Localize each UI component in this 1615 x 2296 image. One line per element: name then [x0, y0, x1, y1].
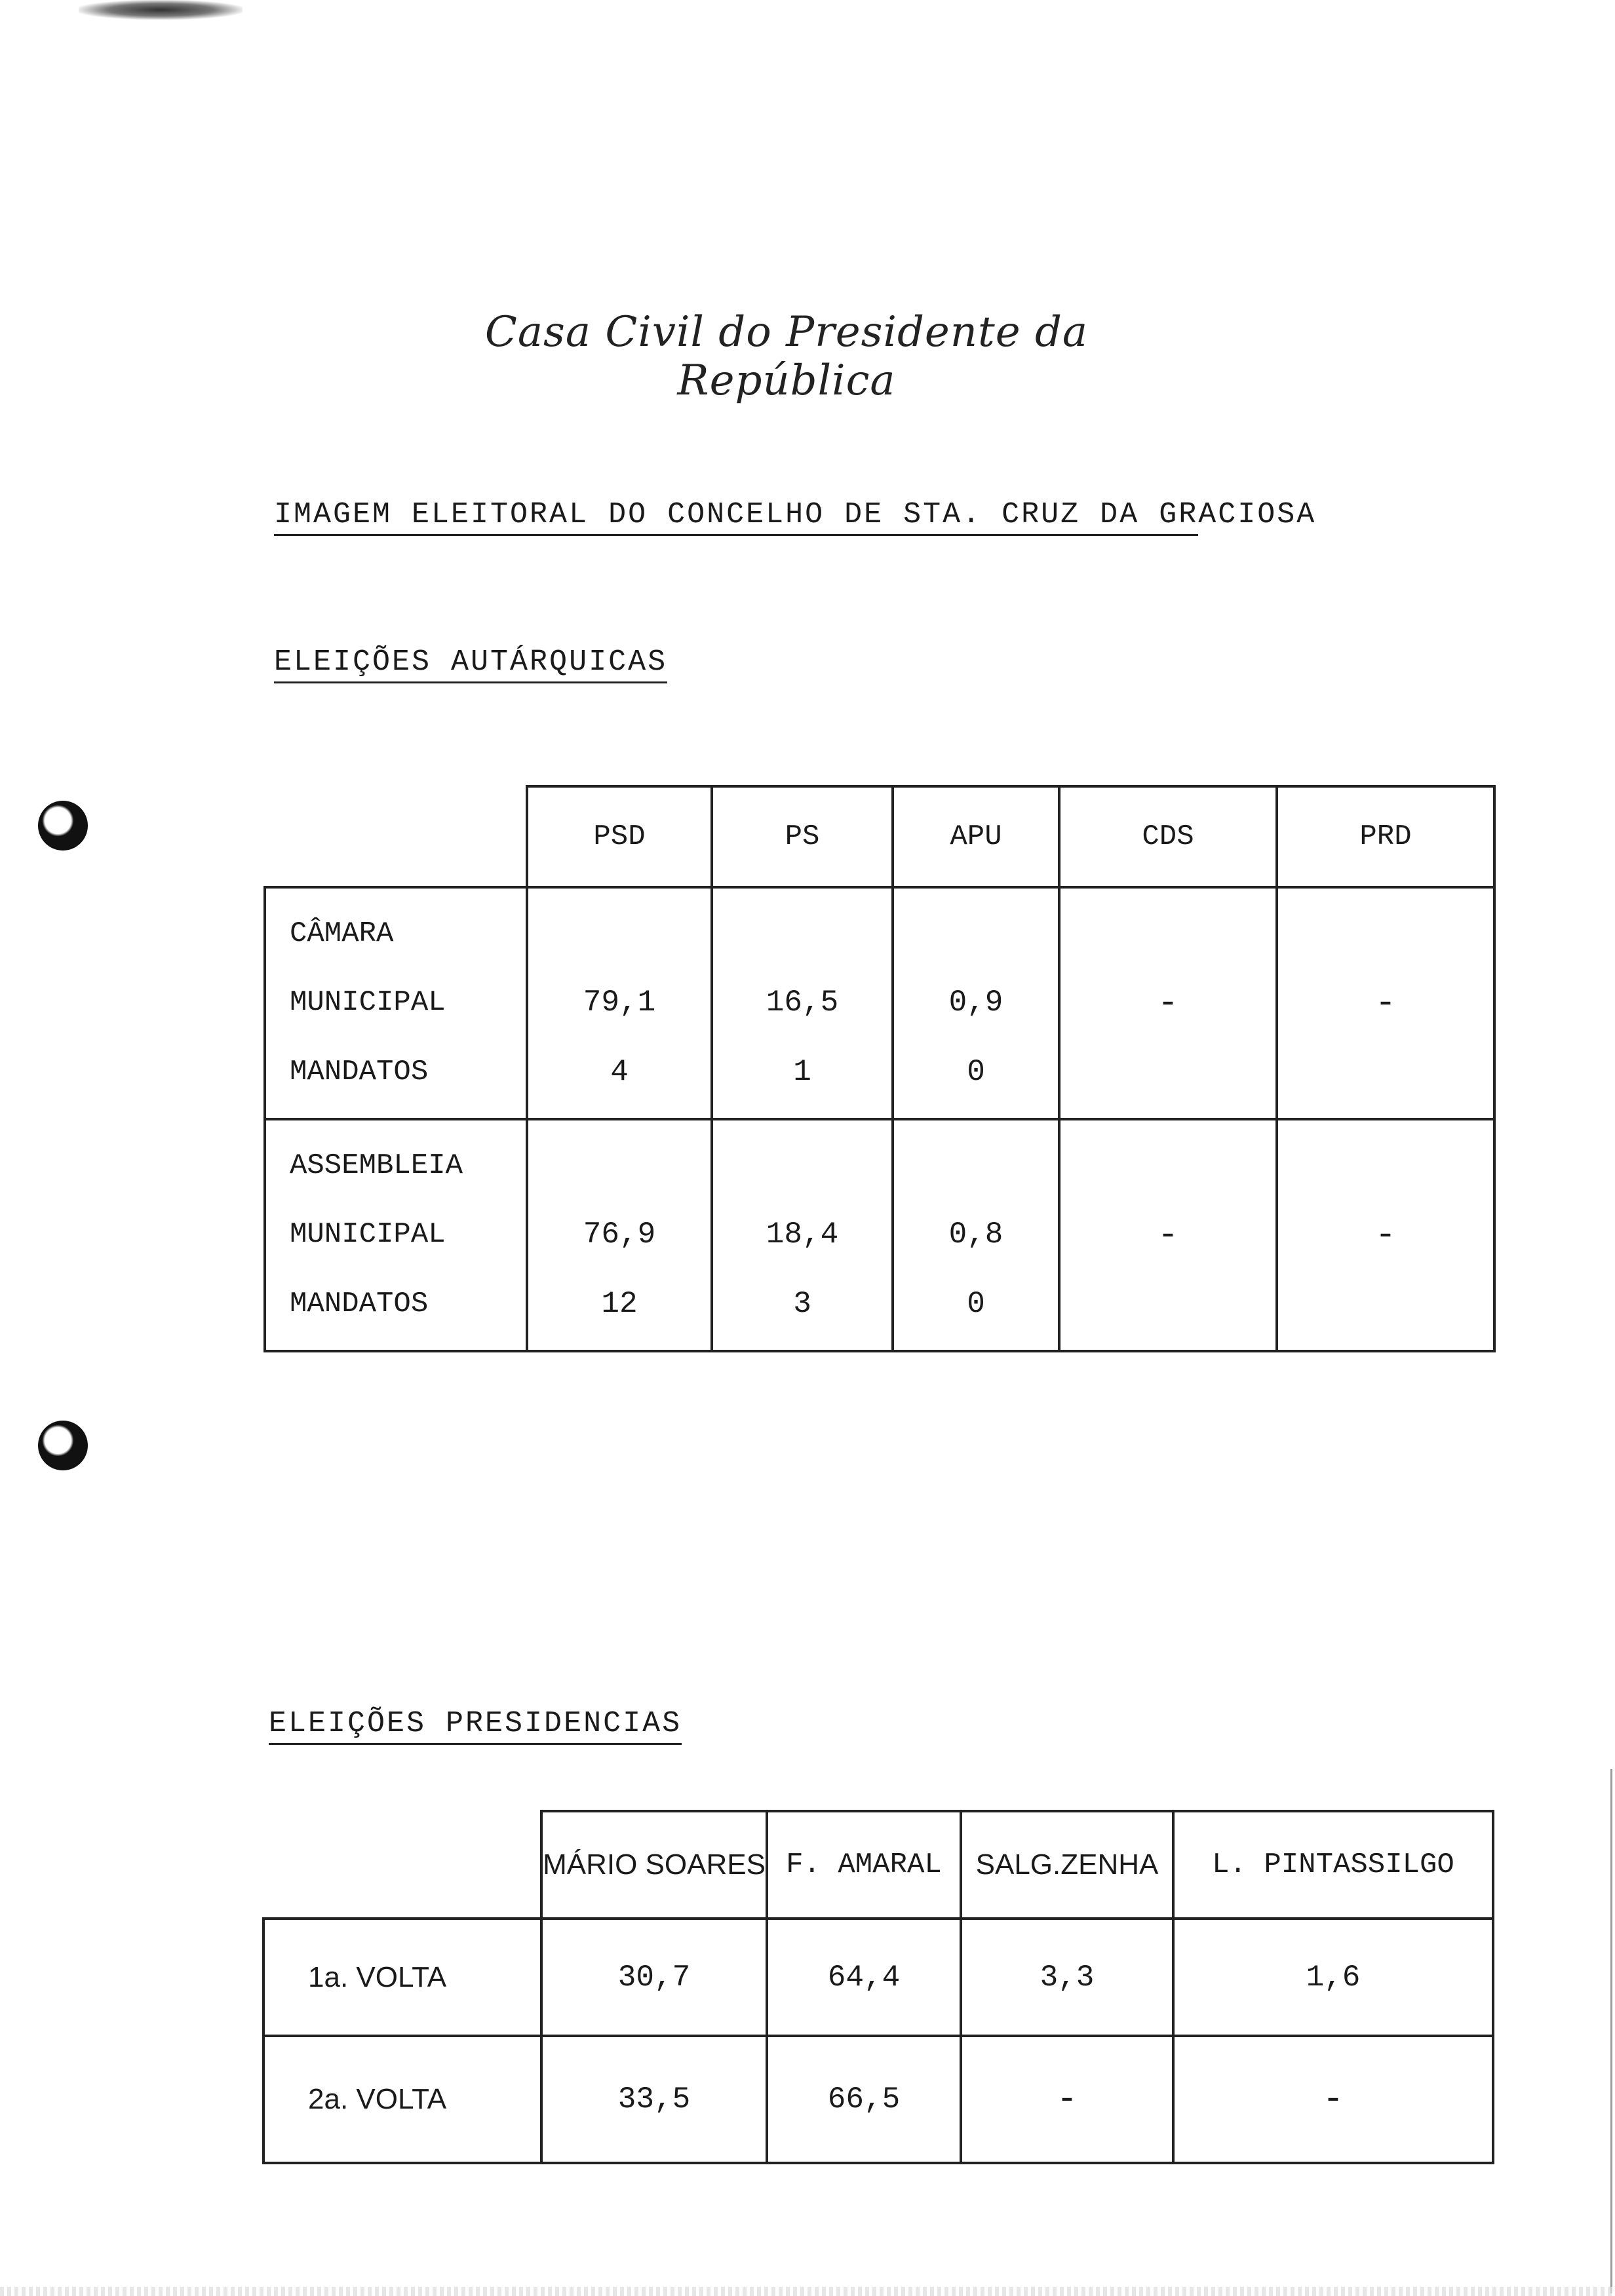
- seats-value: 4: [610, 1054, 629, 1089]
- column-header: PRD: [1277, 786, 1494, 887]
- table-row: [263, 1919, 1493, 2036]
- seats-value: 12: [601, 1286, 638, 1321]
- value-cell: [893, 1119, 1059, 1351]
- document-title-underlined: IMAGEM ELEITORAL DO CONCELHO DE STA. CRUZ DA GR: [274, 498, 1198, 536]
- value-cell: 64,4: [767, 1919, 961, 2036]
- empty-value-cell: -: [1277, 1119, 1494, 1351]
- row-label-line: ASSEMBLEIA: [290, 1149, 463, 1182]
- section-heading-autarquicas: ELEIÇÕES AUTÁRQUICAS: [274, 645, 667, 683]
- scan-smudge: [79, 0, 243, 20]
- autarquicas-table: [263, 785, 1496, 1352]
- value-cell: 3,3: [961, 1919, 1173, 2036]
- value-cell: 33,5: [541, 2036, 767, 2163]
- percent-value: 76,9: [583, 1217, 656, 1252]
- punch-hole: [38, 801, 88, 851]
- seats-value: 0: [967, 1054, 985, 1089]
- table-header-row: [263, 1811, 1493, 1919]
- empty-value-cell: -: [1059, 887, 1277, 1119]
- value-cell: [893, 887, 1059, 1119]
- empty-value-cell: -: [1277, 887, 1494, 1119]
- column-header: F. AMARAL: [767, 1811, 961, 1919]
- column-header: APU: [893, 786, 1059, 887]
- column-header: L. PINTASSILGO: [1173, 1811, 1493, 1919]
- row-label: 1a. VOLTA: [263, 1919, 541, 2036]
- table-row: [265, 887, 1494, 1119]
- table-row: [265, 1119, 1494, 1351]
- seats-value: 3: [793, 1286, 811, 1321]
- percent-value: 0,9: [948, 985, 1003, 1020]
- value-cell: [527, 887, 712, 1119]
- seats-value: 0: [967, 1286, 985, 1321]
- column-header: SALG.ZENHA: [961, 1811, 1173, 1919]
- presidenciais-table: [262, 1810, 1494, 2164]
- table-header-row: [265, 786, 1494, 887]
- row-label-line: MANDATOS: [290, 1287, 429, 1320]
- row-label-line: MANDATOS: [290, 1055, 429, 1088]
- section-heading-presidenciais: ELEIÇÕES PRESIDENCIAS: [269, 1707, 682, 1745]
- empty-value-cell: -: [1173, 2036, 1493, 2163]
- table-corner: [263, 1811, 541, 1919]
- value-cell: 30,7: [541, 1919, 767, 2036]
- column-header: CDS: [1059, 786, 1277, 887]
- value-cell: 1,6: [1173, 1919, 1493, 2036]
- value-cell: [712, 1119, 893, 1351]
- row-label: [265, 887, 527, 1119]
- value-cell: [527, 1119, 712, 1351]
- table-row: [263, 2036, 1493, 2163]
- empty-value-cell: -: [961, 2036, 1173, 2163]
- column-header: MÁRIO SOARES: [541, 1811, 767, 1919]
- percent-value: 0,8: [948, 1217, 1003, 1252]
- value-cell: [712, 887, 893, 1119]
- document-title: [274, 498, 1316, 531]
- punch-hole: [38, 1421, 88, 1470]
- row-label-line: CÂMARA: [290, 917, 394, 950]
- row-label: [265, 1119, 527, 1351]
- row-label-line: MUNICIPAL: [290, 986, 446, 1020]
- percent-value: 79,1: [583, 985, 656, 1020]
- seats-value: 1: [793, 1054, 811, 1089]
- letterhead: Casa Civil do Presidente da República: [484, 308, 1089, 405]
- scan-edge-bottom: [0, 2287, 1615, 2296]
- percent-value: 16,5: [766, 985, 839, 1020]
- empty-value-cell: -: [1059, 1119, 1277, 1351]
- percent-value: 18,4: [766, 1217, 839, 1252]
- scan-edge: [1610, 1769, 1612, 2293]
- column-header: PS: [712, 786, 893, 887]
- row-label-line: MUNICIPAL: [290, 1218, 446, 1252]
- row-label: 2a. VOLTA: [263, 2036, 541, 2163]
- table-corner: [265, 786, 527, 887]
- value-cell: 66,5: [767, 2036, 961, 2163]
- column-header: PSD: [527, 786, 712, 887]
- document-title-rest: ACIOSA: [1198, 498, 1317, 531]
